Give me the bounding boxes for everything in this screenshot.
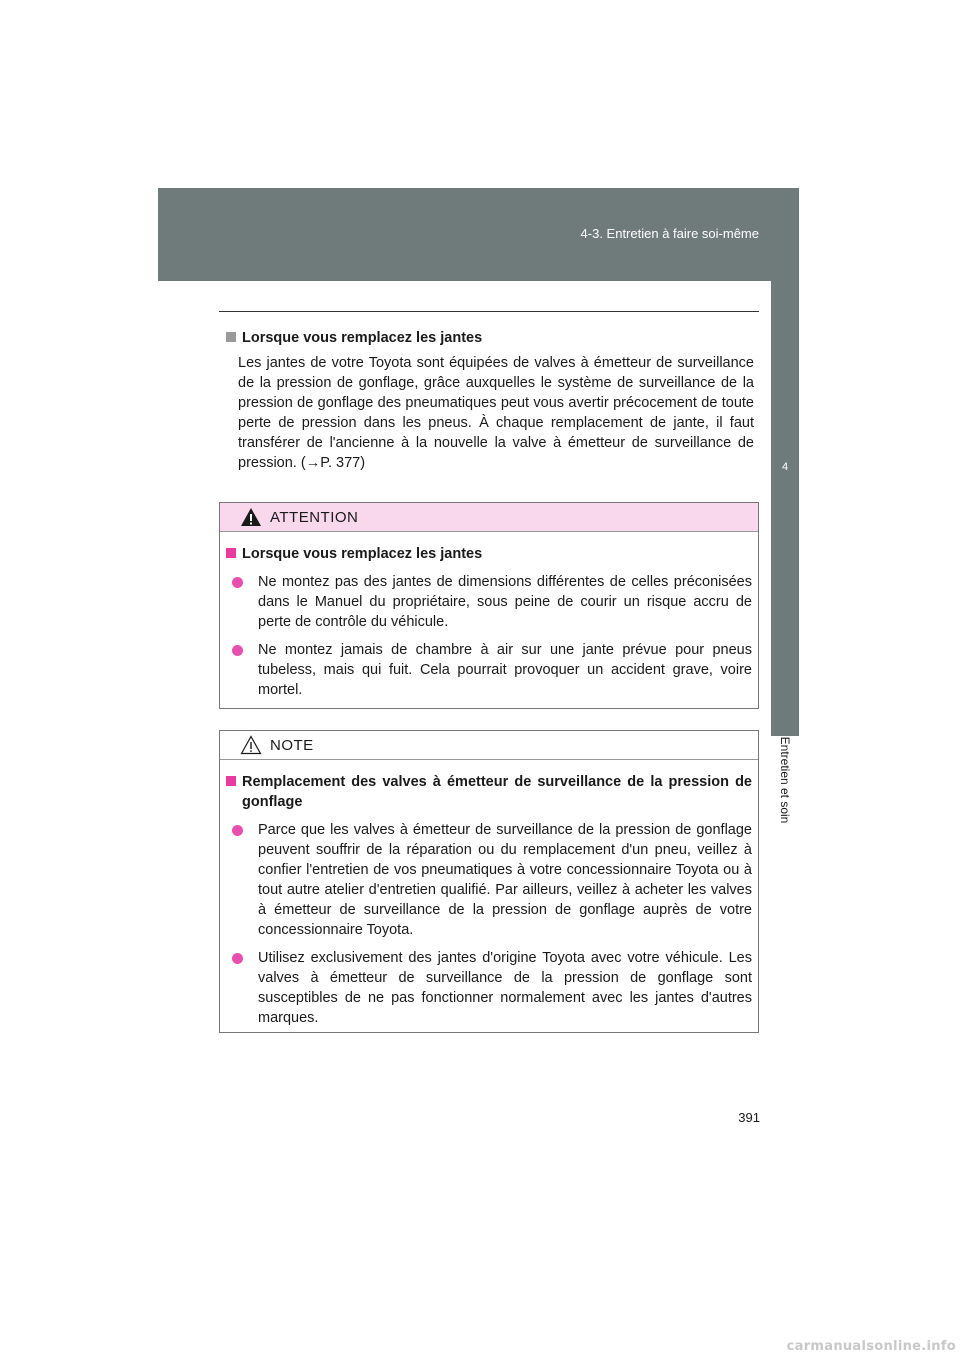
note-title: NOTE xyxy=(270,736,314,754)
attention-header xyxy=(220,503,758,532)
attention-box xyxy=(219,502,759,709)
chapter-number: 4 xyxy=(781,461,789,473)
watermark: carmanualsonline.info xyxy=(786,1339,956,1354)
attention-item-text: Ne montez jamais de chambre à air sur une jante prévue pour pneus tubeless, mais qui fuit. Cela pourrait provoquer un accident grave, voire mortel. xyxy=(258,642,752,698)
note-box xyxy=(219,730,759,1033)
square-bullet-icon xyxy=(226,776,236,786)
round-bullet-icon xyxy=(232,825,243,836)
round-bullet-icon xyxy=(232,953,243,964)
chapter-tab xyxy=(771,281,799,736)
note-item xyxy=(232,948,752,1028)
note-item-text: Utilisez exclusivement des jantes d'origine Toyota avec votre véhicule. Les valves à émetteur de surveillance de la pression de gonflage sont susceptibles de ne pas fonctionner normalement avec les jantes d'autres marques. xyxy=(258,950,752,1026)
main-heading-text: Lorsque vous remplacez les jantes xyxy=(242,330,483,346)
note-header xyxy=(220,731,758,760)
attention-item-text: Ne montez pas des jantes de dimensions différentes de celles préconisées dans le Manuel du propriétaire, sous peine de courir un risque accru de perte de contrôle du véhicule. xyxy=(258,574,752,630)
attention-heading xyxy=(226,544,752,564)
attention-item xyxy=(232,572,752,632)
main-heading xyxy=(226,328,754,348)
warning-triangle-icon xyxy=(240,507,262,527)
page-number: 391 xyxy=(738,1110,760,1125)
main-section xyxy=(226,328,754,473)
note-heading xyxy=(226,772,752,812)
note-heading-text: Remplacement des valves à émetteur de surveillance de la pression de gonflage xyxy=(242,774,752,810)
round-bullet-icon xyxy=(232,645,243,656)
caution-triangle-icon xyxy=(240,735,262,755)
attention-title: ATTENTION xyxy=(270,508,359,526)
note-body xyxy=(220,760,758,1028)
top-rule xyxy=(219,311,759,312)
round-bullet-icon xyxy=(232,577,243,588)
main-paragraph: Les jantes de votre Toyota sont équipées de valves à émetteur de surveillance de la pression de gonflage, grâce auxquelles le système de surveillance de la pression de gonflage des pneumatiques peut vous avertir précocement de toute perte de pression dans les pneus. À chaque remplacement de jante, il faut transférer de l'ancienne à la nouvelle la valve à émetteur de surveillance de pression. (→P. 377) xyxy=(238,355,754,471)
chapter-label: Entretien et soin xyxy=(778,736,792,824)
square-bullet-icon xyxy=(226,332,236,342)
attention-body xyxy=(220,532,758,700)
note-item xyxy=(232,820,752,940)
square-bullet-icon xyxy=(226,548,236,558)
section-title: 4-3. Entretien à faire soi-même xyxy=(580,226,759,241)
attention-item xyxy=(232,640,752,700)
note-item-text: Parce que les valves à émetteur de surveillance de la pression de gonflage peuvent souffrir de la réparation ou du remplacement d'un pneu, veillez à confier l'entretien de vos pneumatiques à votre concessionnaire Toyota ou à tout autre atelier d'entretien qualifié. Par ailleurs, veillez à acheter les valves à émetteur de surveillance de la pression de gonflage auprès de votre concessionnaire Toyota. xyxy=(258,822,752,938)
attention-heading-text: Lorsque vous remplacez les jantes xyxy=(242,546,483,562)
chapter-label-tab xyxy=(771,700,799,860)
header-band xyxy=(158,188,799,281)
